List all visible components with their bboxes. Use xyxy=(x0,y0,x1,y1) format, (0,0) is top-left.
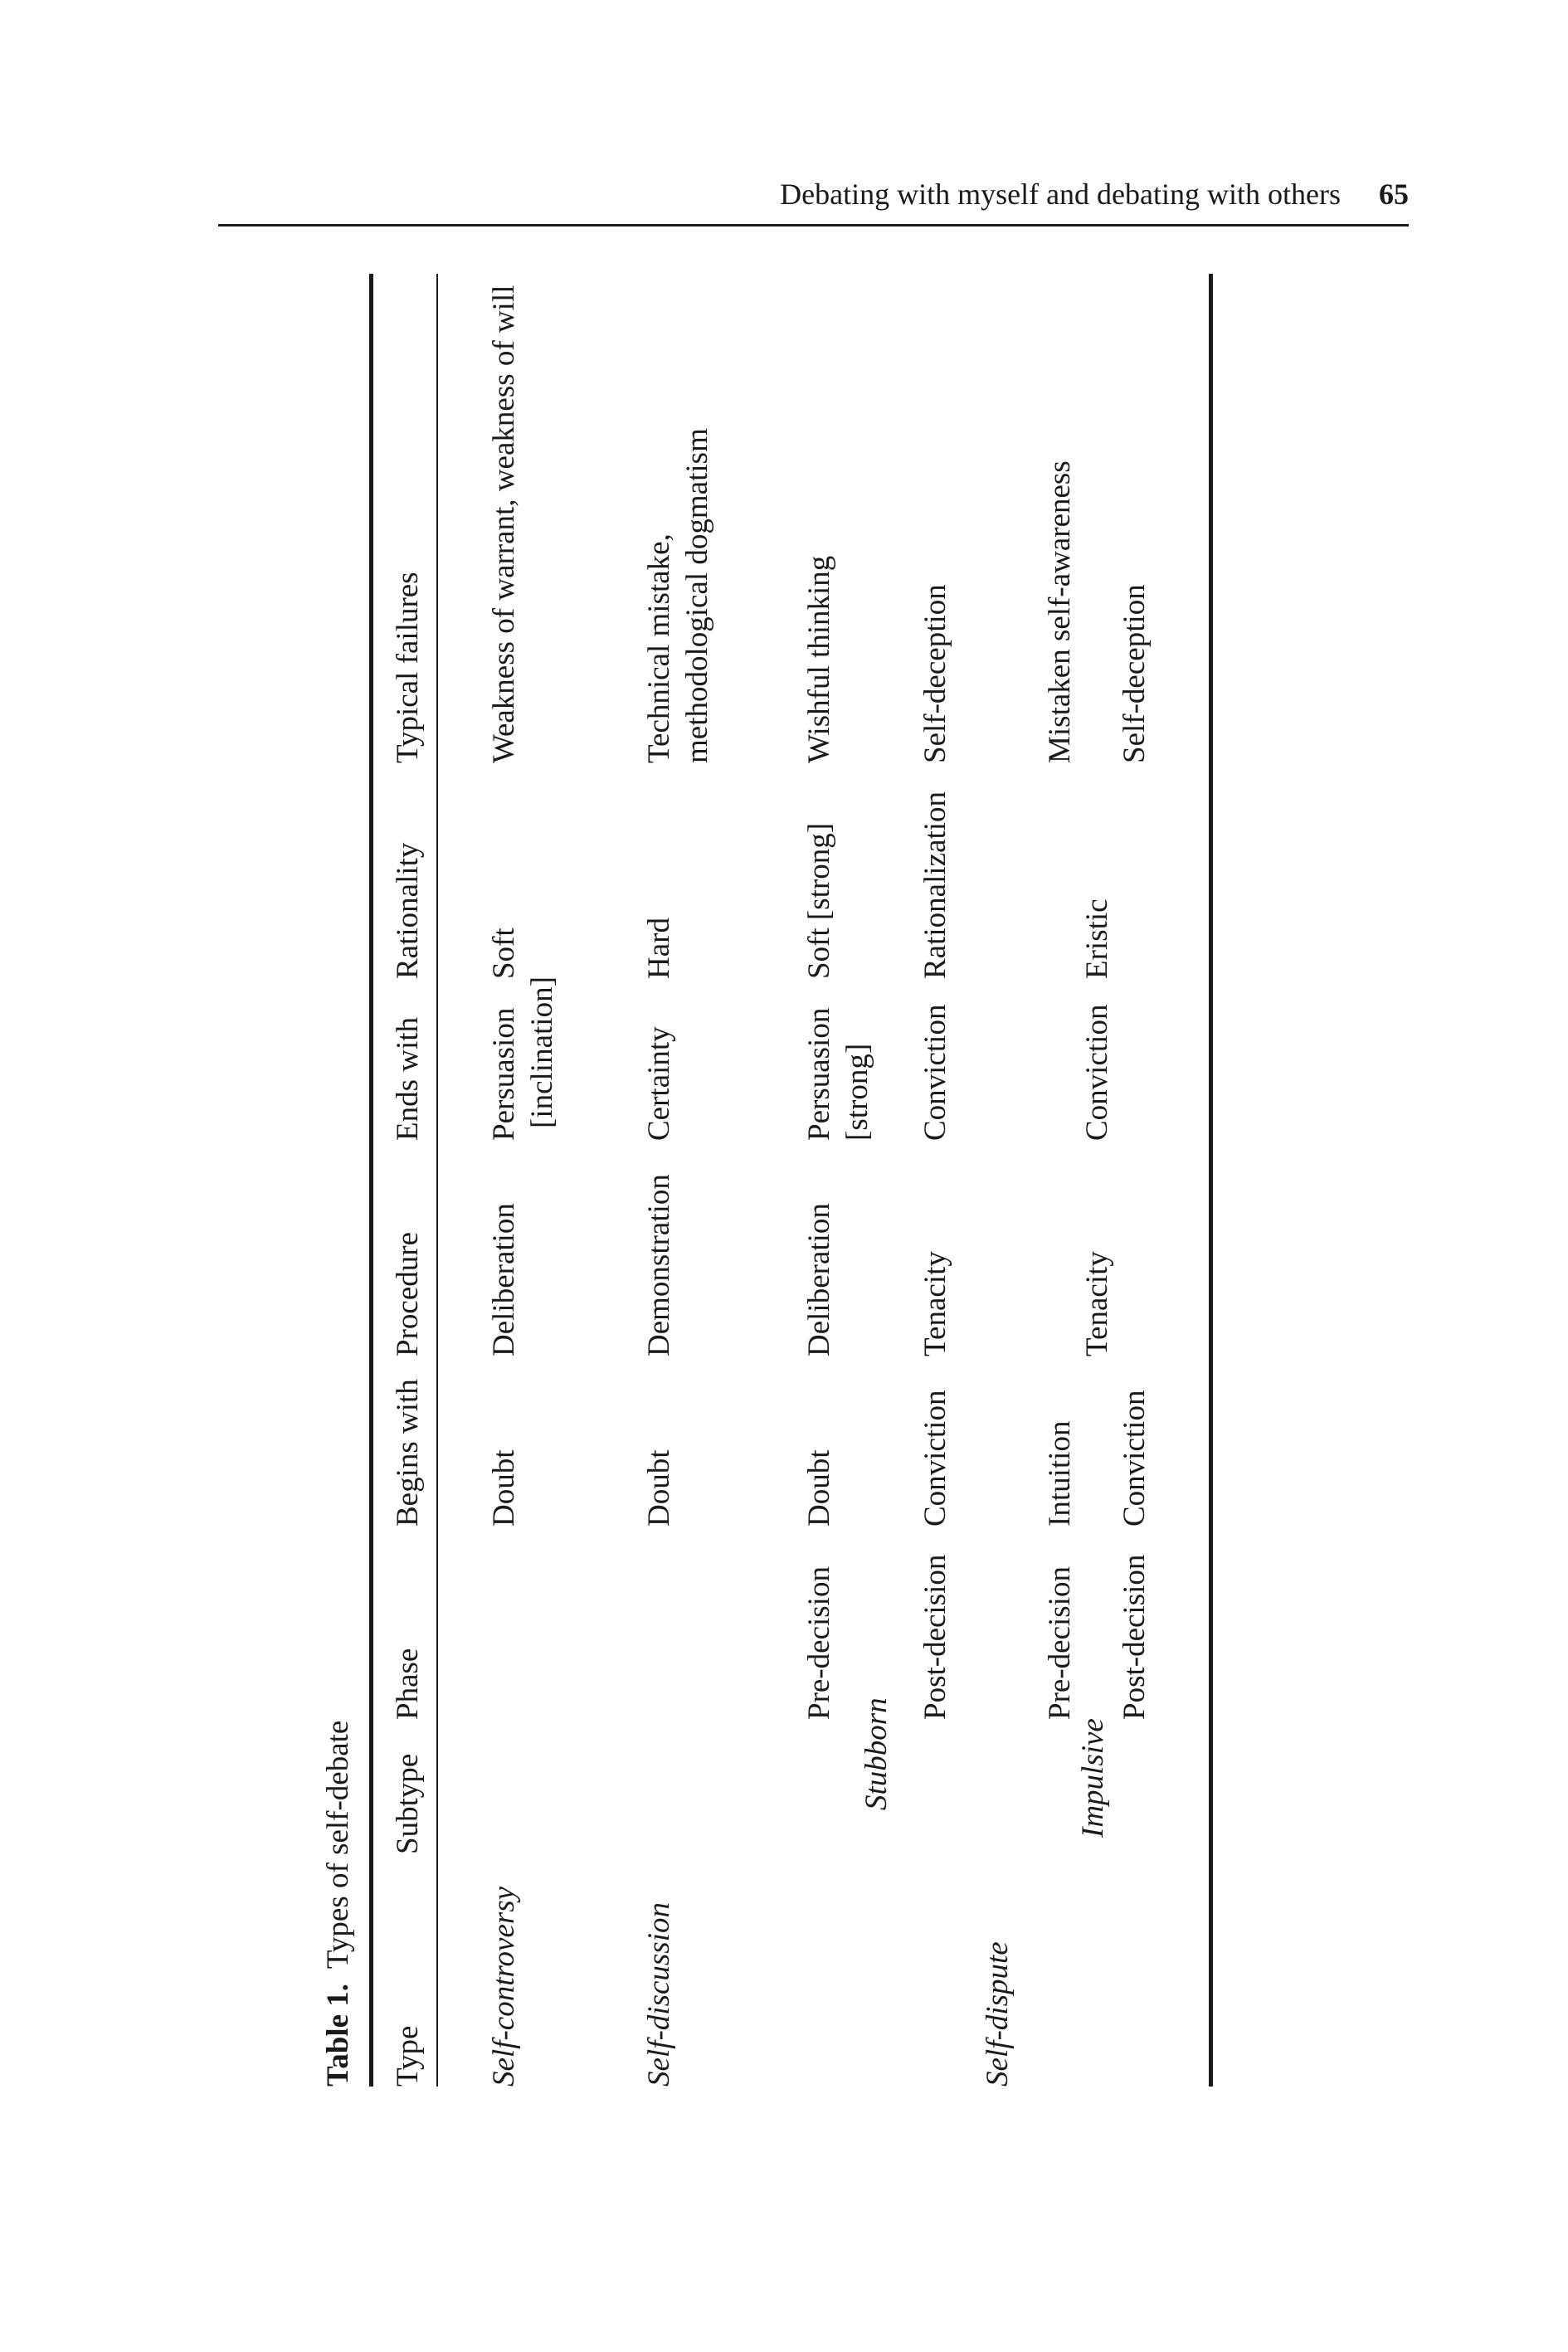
cell-ends-note: [strong] xyxy=(840,1043,874,1141)
header-begins-with: Begins with xyxy=(391,1379,425,1527)
row-type-self-dispute: Self-dispute xyxy=(981,1941,1015,2087)
cell-phase: Post-decision xyxy=(1118,1554,1152,1720)
cell-phase: Pre-decision xyxy=(802,1566,836,1720)
table-caption-text: Types of self-debate xyxy=(321,1720,355,1970)
cell-ends: Conviction xyxy=(918,1004,952,1141)
page-number: 65 xyxy=(1379,178,1409,211)
cell-failures: Mistaken self-awareness xyxy=(1043,460,1077,763)
cell-begins: Conviction xyxy=(1118,1390,1152,1527)
cell-ends: Conviction xyxy=(1080,1004,1114,1141)
table-bottom-rule xyxy=(1209,274,1213,2087)
row-type-self-controversy: Self-controversy xyxy=(487,1886,521,2087)
subtype-stubborn: Stubborn xyxy=(859,1697,894,1810)
table-caption xyxy=(319,1721,358,2087)
cell-rationality: Hard xyxy=(642,918,676,979)
header-typical-failures: Typical failures xyxy=(391,572,425,763)
running-head-title: Debating with myself and debating with others xyxy=(780,178,1341,211)
cell-phase: Pre-decision xyxy=(1043,1566,1077,1720)
cell-begins: Doubt xyxy=(802,1449,836,1527)
cell-procedure: Tenacity xyxy=(918,1251,952,1356)
table-caption-label: Table 1. xyxy=(321,1983,355,2087)
cell-begins: Doubt xyxy=(642,1449,676,1527)
cell-phase: Post-decision xyxy=(918,1554,952,1720)
cell-failures: Technical mistake, xyxy=(642,533,676,763)
table-top-rule xyxy=(369,274,373,2087)
table-header-rule xyxy=(436,274,438,2087)
cell-failures: Self-deception xyxy=(1118,584,1152,763)
cell-ends: Persuasion xyxy=(487,1007,521,1141)
cell-begins: Conviction xyxy=(918,1390,952,1527)
cell-failures: Weakness of warrant, weakness of will xyxy=(487,285,521,763)
cell-failures: Self-deception xyxy=(918,584,952,763)
cell-failures: Wishful thinking xyxy=(802,555,836,763)
cell-ends: Certainty xyxy=(642,1026,676,1141)
cell-procedure: Deliberation xyxy=(802,1203,836,1356)
cell-rationality: Soft [strong] xyxy=(802,822,836,979)
running-head xyxy=(218,170,1409,226)
header-procedure: Procedure xyxy=(391,1232,425,1356)
cell-ends: Persuasion xyxy=(802,1007,836,1141)
cell-begins: Intuition xyxy=(1043,1420,1077,1527)
cell-rationality: Eristic xyxy=(1080,898,1114,979)
cell-ends-note: [inclination] xyxy=(525,976,559,1128)
cell-procedure: Deliberation xyxy=(487,1203,521,1356)
self-debate-table xyxy=(319,274,1220,2087)
row-type-self-discussion: Self-discussion xyxy=(642,1902,676,2087)
header-type: Type xyxy=(391,2025,425,2087)
header-ends-with: Ends with xyxy=(391,1016,425,1141)
cell-procedure: Tenacity xyxy=(1080,1251,1114,1356)
cell-procedure: Demonstration xyxy=(642,1174,676,1356)
cell-begins: Doubt xyxy=(487,1449,521,1527)
header-phase: Phase xyxy=(391,1648,425,1720)
subtype-impulsive: Impulsive xyxy=(1076,1718,1110,1838)
cell-rationality: Rationalization xyxy=(918,791,952,979)
header-rationality: Rationality xyxy=(391,842,425,979)
cell-failures-cont: methodological dogmatism xyxy=(680,428,714,763)
header-subtype: Subtype xyxy=(391,1753,425,1854)
cell-rationality: Soft xyxy=(487,928,521,979)
